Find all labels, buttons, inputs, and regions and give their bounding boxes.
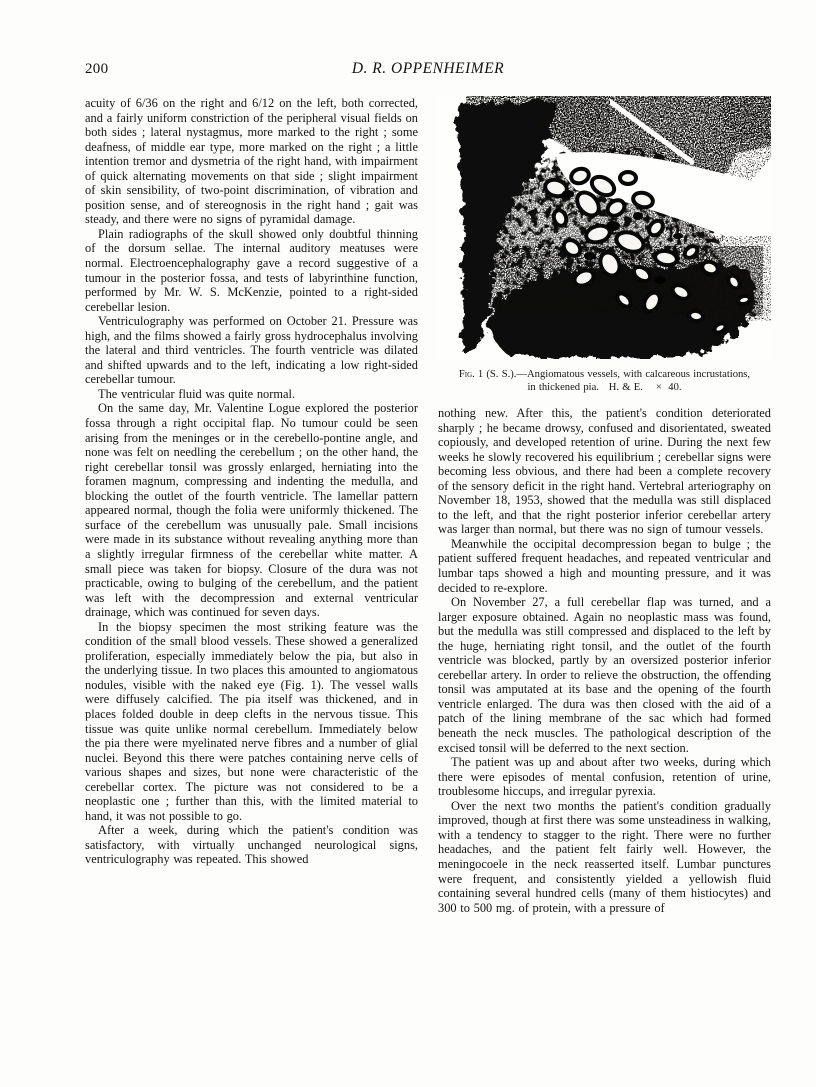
running-title: D. R. OPPENHEIMER (351, 60, 505, 77)
paragraph: Ventriculography was performed on October 21. Pressure was high, and the films showed a fairly gross hydrocephalus involving the lateral and third ventricles. The fourth ventricle was dilated and shifted upwards and to the left, indicating a low right-sided cerebellar tumour. (85, 314, 419, 387)
figure-1 (438, 96, 771, 394)
paragraph: acuity of 6/36 on the right and 6/12 on the left, both corrected, and a fairly uniform constriction of the peripheral visual fields on both sides ; lateral nystagmus, more marked to the right ; some deafness, of middle ear type, more marked on the right ; a little intention tremor and dysmetria of the right hand, with impairment of quick alternating movements on that side ; slight impairment of skin sensibility, of two-point discrimination, of vibration and position sense, and of stereognosis in the right hand ; gait was steady, and there were no signs of pyramidal damage. (85, 96, 418, 227)
figure-caption-line-1 (438, 368, 771, 381)
paragraph: Plain radiographs of the skull showed only doubtful thinning of the dorsum sellae. The internal auditory meatuses were normal. Electroencephalography gave a record suggestive of a tumour in the posterior fossa, and tests of labyrinthine function, performed by Mr. W. S. McKenzie, pointed to a right-sided cerebellar lesion. (85, 226, 418, 314)
paragraph: Meanwhile the occipital decompression began to bulge ; the patient suffered frequent headaches, and repeated ventricular and lumbar taps showed a high and mounting pressure, and it was decided to re-explore. (438, 536, 771, 595)
paragraph: The patient was up and about after two weeks, during which there were episodes of mental confusion, retention of urine, troublesome hiccups, and irregular pyrexia. (438, 755, 771, 799)
paragraph: Over the next two months the patient's condition gradually improved, though at first there was some unsteadiness in walking, with a tendency to stagger to the right. There were no further headaches, and the patient felt fairly well. However, the meningocoele in the neck reasserted itself. Lumbar punctures were frequent, and consistently yielded a yellowish fluid containing several hundred cells (many of them histiocytes) and 300 to 500 mg. of protein, with a pressure of (438, 798, 771, 915)
page-header (85, 60, 771, 80)
paragraph: nothing new. After this, the patient's condition deteriorated sharply ; he became drowsy, confused and disorientated, sweated copiously, and developed retention of urine. During the next few weeks he slowly recovered his equilibrium ; cerebellar signs were becoming less obvious, and there had been a complete recovery of the sensory deficit in the right hand. Vertebral arteriography on November 18, 1953, showed that the medulla was still displaced to the left, and that the right posterior inferior cerebellar artery was larger than normal, but there was no sign of tumour vessels. (438, 406, 771, 537)
right-column (438, 96, 771, 915)
paragraph: In the biopsy specimen the most striking feature was the condition of the small blood vessels. These showed a generalized proliferation, especially immediately below the pia, but also in the underlying tissue. In two places this amounted to angiomatous nodules, visible with the naked eye (Fig. 1). The vessel walls were diffusely calcified. The pia itself was thickened, and in places folded double in deep clefts in the nervous tissue. This tissue was quite unlike normal cerebellum. Immediately below the pia there were myelinated nerve fibres and a number of glial nuclei. Beyond this there were patches containing nerve cells of various shapes and sizes, but none were characteristic of the cerebellar cortex. The picture was not considered to be a neoplastic one ; further than this, with the limited material to hand, it was not possible to go. (85, 619, 419, 823)
figure-1-image (438, 96, 771, 359)
page-number: 200 (85, 61, 109, 77)
paragraph: On the same day, Mr. Valentine Logue explored the posterior fossa through a right occipital flap. No tumour could be seen arising from the meninges or in the cerebello-pontine angle, and none was felt on needling the cerebellum ; on the other hand, the right cerebellar tonsil was grossly enlarged, herniating into the foramen magnum, compressing and indenting the medulla, and blocking the outlet of the fourth ventricle. The lamellar pattern appeared normal, though the folia were uniformly thickened. The surface of the cerebellum was unusually pale. Small incisions were made in its substance without revealing anything more than a slightly irregular firmness of the cerebellar white matter. A small piece was taken for biopsy. Closure of the dura was not practicable, owing to bulging of the cerebellum, and the patient was left with the decompression and external ventricular drainage, which was continued for seven days. (85, 401, 418, 620)
paragraph: After a week, during which the patient's condition was satisfactory, with virtually unchanged neurological signs, ventriculography was repeated. This showed (85, 823, 418, 867)
paragraph: On November 27, a full cerebellar flap was turned, and a larger exposure obtained. Again no neoplastic mass was found, but the medulla was still compressed and displaced to the left by the huge, herniating right tonsil, and the outlet of the fourth ventricle was blocked, partly by an oversized posterior inferior cerebellar artery. In order to relieve the obstruction, the offending tonsil was amputated at its base and the opening of the fourth ventricle enlarged. The dura was then closed with the aid of a patch of the lining membrane of the sac which had formed beneath the neck muscles. The pathological description of the excised tonsil will be deferred to the next section. (438, 595, 771, 755)
figure-caption-line-2: in thickened pia. H. & E. × 40. (527, 382, 682, 393)
figure-1-caption (438, 368, 771, 394)
figure-label: Fig. (458, 369, 475, 380)
left-column (85, 96, 418, 915)
paragraph: The ventricular fluid was quite normal. (98, 386, 296, 401)
two-column-body (85, 96, 771, 915)
figure-caption-text: 1 (S. S.).—Angiomatous vessels, with calcareous incrustations, (477, 369, 751, 380)
